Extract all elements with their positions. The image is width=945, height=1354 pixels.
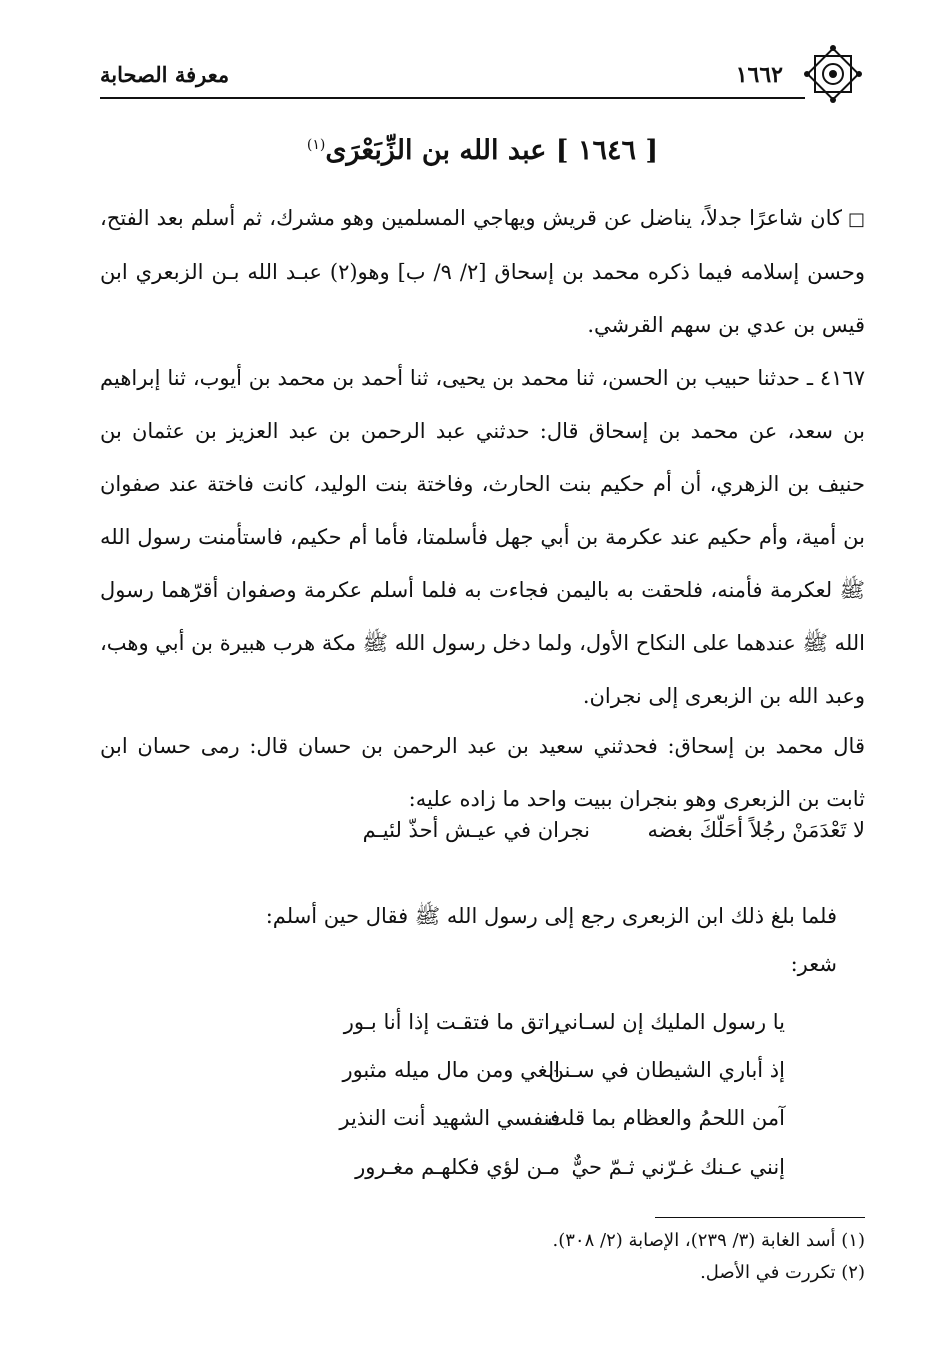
ornament-icon <box>801 42 865 106</box>
page-header <box>100 60 865 100</box>
poem-verse <box>100 1155 865 1205</box>
paragraph-narration: قال محمد بن إسحاق: فحدثني سعيد بن عبد الرحمن بن حسان قال: رمى حسان ابن ثابت بن الزبعرى وهو بنجران ببيت واحد ما زاده عليه: <box>100 734 865 811</box>
footnote-divider <box>655 1217 865 1218</box>
poem-verse <box>100 1010 865 1060</box>
square-marker-icon: □ <box>847 209 865 230</box>
poem-verse <box>100 1058 865 1108</box>
footnote: (٢) تكررت في الأصل. <box>700 1262 865 1283</box>
poem-verse <box>100 1106 865 1156</box>
poem-label: شعر: <box>790 952 837 976</box>
verse-second-half: فنفسي الشهيد أنت النذير <box>339 1106 560 1130</box>
chapter-heading <box>100 135 865 166</box>
footnote: (١) أسد الغابة (٣/ ٢٣٩)، الإصابة (٢/ ٣٠٨). <box>552 1230 865 1251</box>
verse-first-half: إنني عـنك غـرّني ثـمّ حيٌّ <box>571 1155 785 1179</box>
verse-first-half: لا تَعْدَمَنْ رجُلاً أحَلّكَ بغضه <box>647 818 865 842</box>
footnote-ref: (١) <box>306 137 326 153</box>
verse-second-half: مـن لؤي فكلهـم مغـرور <box>355 1155 560 1179</box>
paragraph-hadith: ٤١٦٧ ـ حدثنا حبيب بن الحسن، ثنا محمد بن يحيى، ثنا أحمد بن محمد بن أيوب، ثنا إبراهيم بن سعد، عن محمد بن إسحاق قال: حدثني عبد الرحمن بن عبد العزيز بن عثمان بن حنيف بن الزهري، أن أم حكيم بنت الحارث، وفاختة بنت الوليد، كانت فاختة عند صفوان بن أمية، وأم حكيم عند عكرمة بن أبي جهل فأسلمتا، فأما أم حكيم، فاستأمنت رسول الله ﷺ لعكرمة فأمنه، فلحقت به باليمن فجاءت به فلما أسلم عكرمة وصفوان أقرّهما رسول الله ﷺ عندهما على النكاح الأول، ولما دخل رسول الله ﷺ مكة هرب هبيرة بن أبي وهب، وعبد الله بن الزبعرى إلى نجران. <box>100 366 865 708</box>
paragraph-biography <box>100 192 865 352</box>
verse-first-half: آمن اللحمُ والعظام بما قلت <box>547 1106 785 1130</box>
page-number: ١٦٦٢ <box>735 62 783 88</box>
verse-second-half: الغي ومن مال ميله مثبور <box>342 1058 560 1082</box>
verse-line <box>100 818 865 868</box>
chapter-heading-text: [ ١٦٤٦ ] عبد الله بن الزِّبَعْرَى <box>325 135 659 166</box>
paragraph-text: كان شاعرًا جدلاً، يناضل عن قريش ويهاجي المسلمين وهو مشرك، ثم أسلم بعد الفتح، وحسن إسلامه فيما ذكره محمد بن إسحاق [٢/ ٩/ ب] وهو(٢) عبـد الله بـن الزبعري ابن قيس بن عدي بن سهم القرشي. <box>100 206 865 337</box>
header-divider <box>100 97 805 99</box>
verse-first-half: يا رسول المليك إن لسـاني <box>554 1010 785 1034</box>
verse-first-half: إذ أباري الشيطان في سـنن <box>548 1058 785 1082</box>
paragraph-intro: فلما بلغ ذلك ابن الزبعرى رجع إلى رسول الله ﷺ فقال حين أسلم: <box>265 904 837 928</box>
running-title: معرفة الصحابة <box>100 62 230 87</box>
verse-second-half: راتق ما فتقـت إذا أنا بـور <box>343 1010 560 1034</box>
verse-second-half: نجران في عيـش أحذّ لئيـم <box>362 818 590 842</box>
